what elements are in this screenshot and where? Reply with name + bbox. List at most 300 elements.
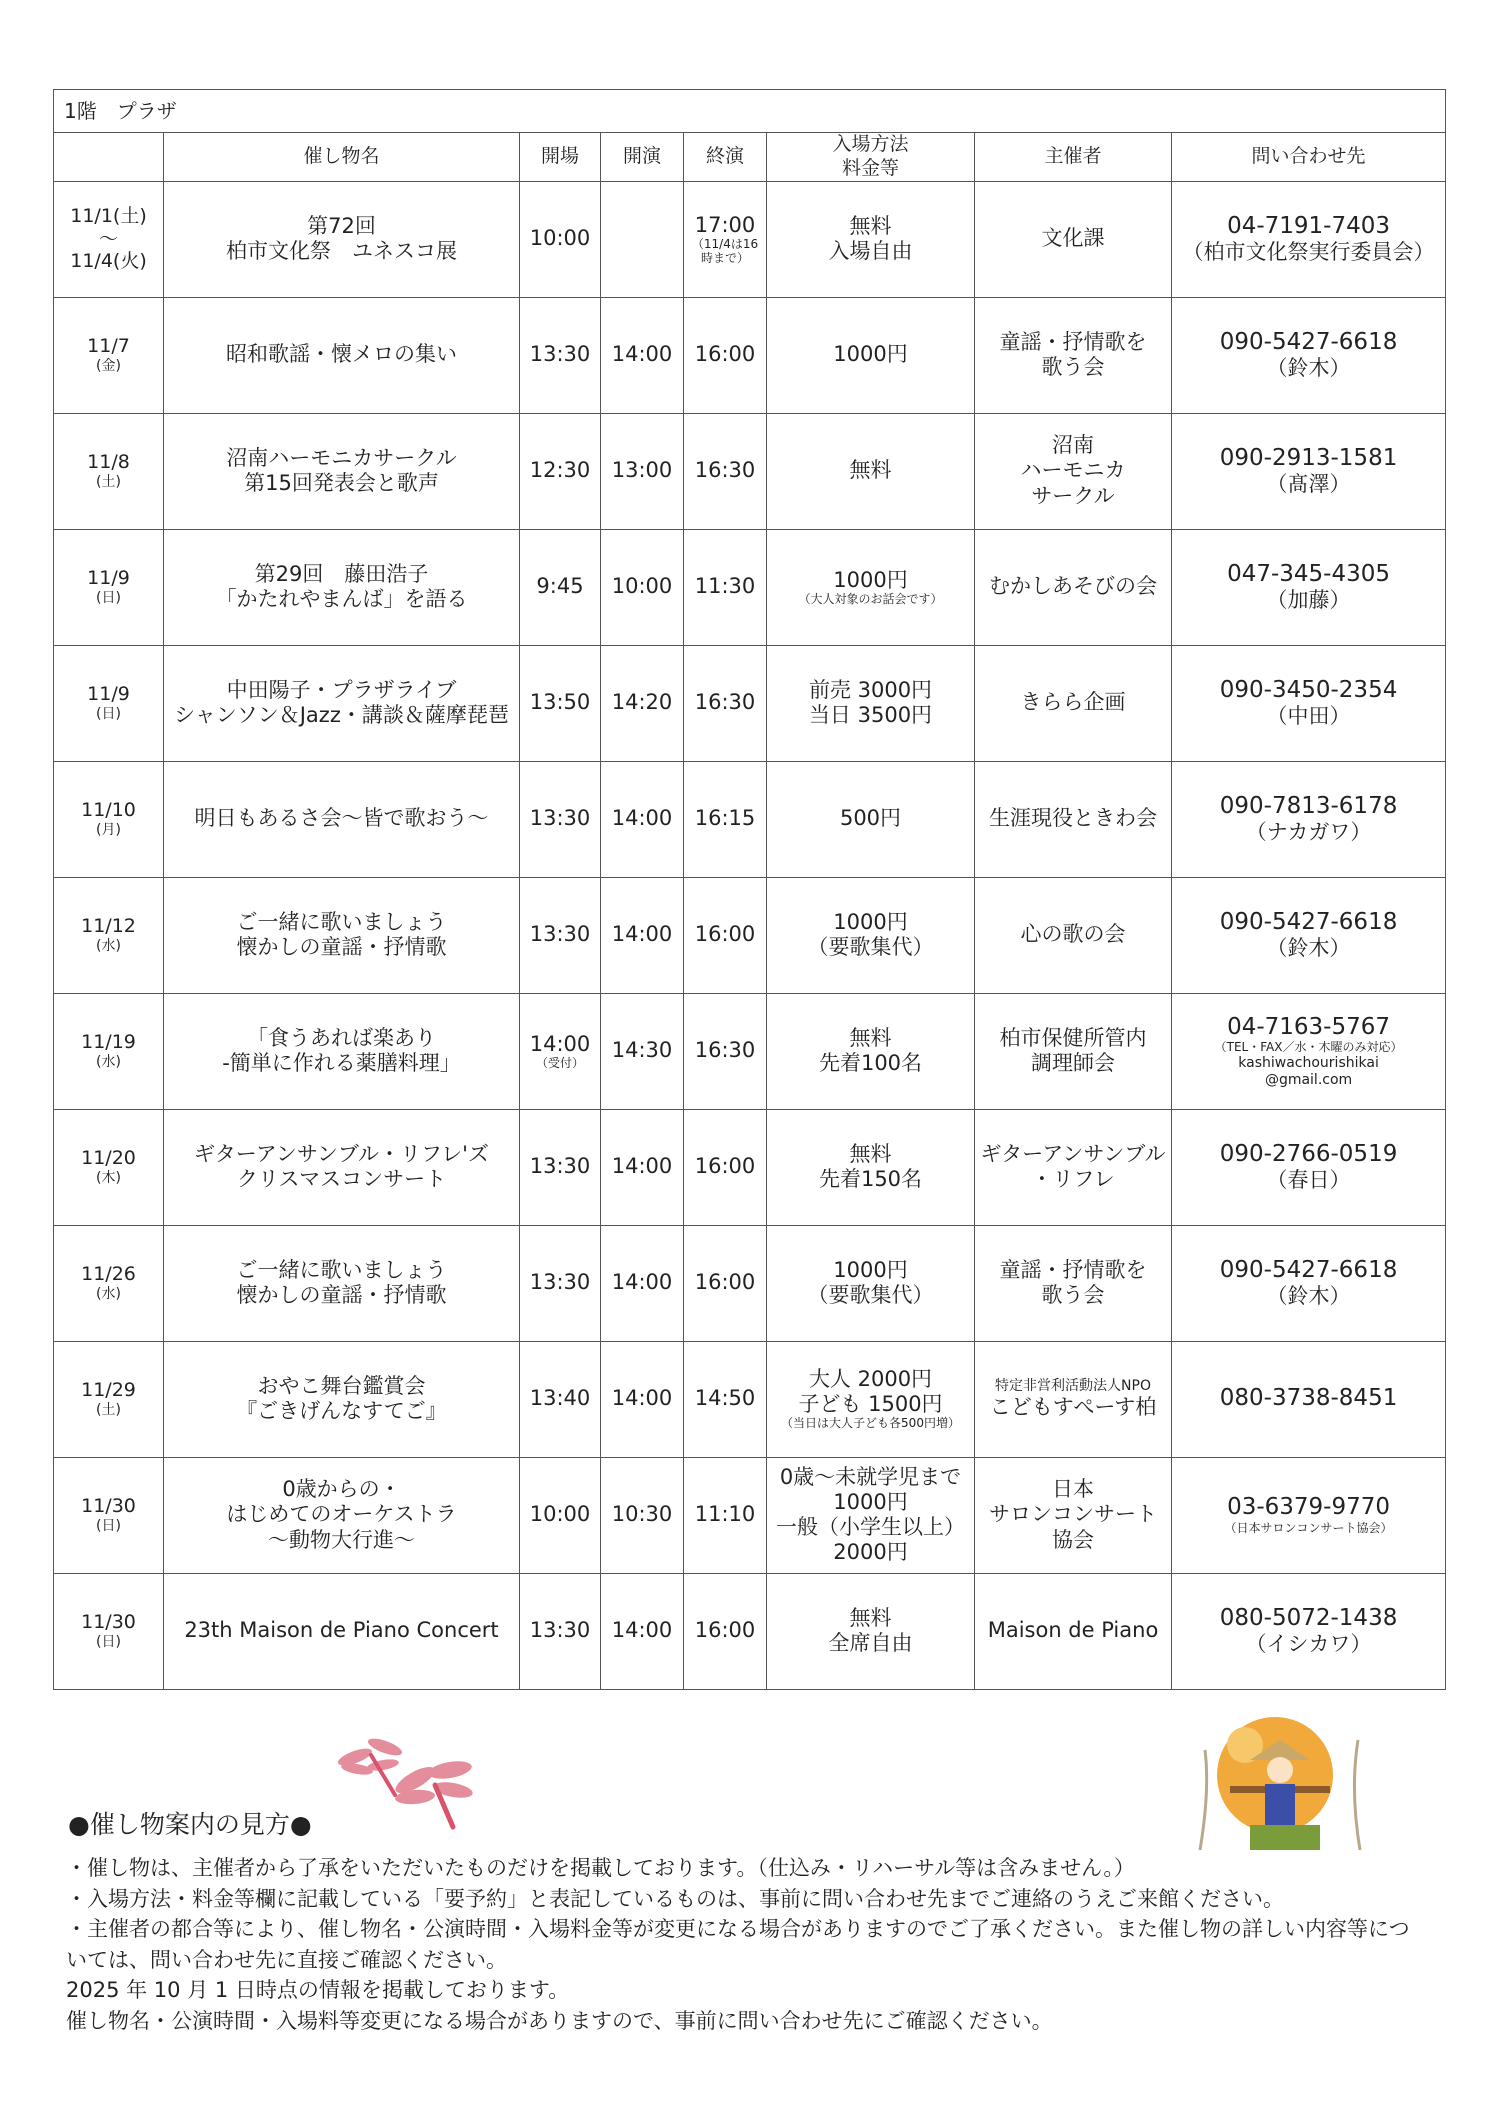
cell-line: 12:30 — [529, 458, 591, 483]
end-time-cell — [684, 1573, 767, 1689]
cell-line: おやこ舞台鑑賞会 — [257, 1373, 426, 1398]
table-row — [54, 297, 1446, 413]
event-title-cell — [164, 181, 520, 297]
open-time-cell — [520, 529, 601, 645]
end-time: 16:00 — [694, 922, 756, 947]
cell-line: ギターアンサンブル・リフレ'ズ — [194, 1141, 489, 1166]
start-time-cell — [601, 1573, 684, 1689]
table-row — [54, 413, 1446, 529]
start-time: 14:30 — [611, 1038, 673, 1063]
start-time-cell — [601, 1225, 684, 1341]
cell-line: 文化課 — [1041, 226, 1105, 251]
start-time-cell — [601, 645, 684, 761]
header-start: 開演 — [601, 133, 684, 182]
contact-phone: 047-345-4305 — [1227, 560, 1391, 587]
cell-line: 第72回 — [307, 213, 376, 238]
contact-cell — [1172, 1341, 1446, 1457]
cell-line: 13:30 — [529, 1154, 591, 1179]
cell-line: シャンソン＆Jazz・講談＆薩摩琵琶 — [174, 703, 509, 727]
event-title-cell — [164, 1341, 520, 1457]
date-cell — [54, 1341, 164, 1457]
date-line: 11/30 — [81, 1495, 136, 1518]
contact-phone: 080-3738-8451 — [1219, 1385, 1398, 1412]
contact-cell — [1172, 993, 1446, 1109]
cell-line: ・リフレ — [1031, 1167, 1115, 1191]
cell-line: 童謡・抒情歌を — [999, 329, 1147, 354]
date-line: 11/9 — [87, 683, 130, 706]
cell-line: サロンコンサート — [989, 1502, 1157, 1527]
contact-cell — [1172, 1457, 1446, 1573]
date-line: 11/8 — [87, 451, 130, 474]
table-row — [54, 529, 1446, 645]
end-time-cell — [684, 413, 767, 529]
date-line: (水) — [96, 1054, 121, 1070]
date-line: 11/29 — [81, 1379, 136, 1402]
end-time-cell — [684, 1109, 767, 1225]
cell-line: 13:30 — [529, 1270, 591, 1295]
cell-line: 1000円 — [833, 909, 908, 934]
cell-line: 協会 — [1052, 1527, 1094, 1552]
header-admission-line2: 料金等 — [841, 156, 899, 179]
cell-note: （受付） — [535, 1055, 584, 1070]
contact-name: （柏市文化祭実行委員会） — [1182, 240, 1435, 265]
cell-line: はじめてのオーケストラ — [226, 1502, 457, 1527]
cell-note: （日本サロンコンサート協会） — [1224, 1520, 1393, 1535]
open-time-cell — [520, 877, 601, 993]
date-cell — [54, 1225, 164, 1341]
cell-note: （TEL・FAX／水・木曜のみ対応） — [1214, 1040, 1403, 1055]
organizer-cell — [975, 529, 1172, 645]
admission-cell — [767, 529, 975, 645]
date-line: (日) — [96, 1518, 121, 1534]
date-line: (日) — [96, 590, 121, 606]
cell-line: 9:45 — [536, 574, 584, 599]
contact-name: （ナカガワ） — [1245, 820, 1372, 845]
cell-line: 13:30 — [529, 342, 591, 367]
contact-phone: 090-5427-6618 — [1219, 908, 1398, 935]
date-line: (土) — [96, 474, 121, 490]
contact-phone: 090-5427-6618 — [1219, 1256, 1398, 1283]
date-line: (月) — [96, 822, 121, 838]
open-time-cell — [520, 297, 601, 413]
cell-line: （要歌集代） — [807, 1283, 934, 1307]
start-time: 14:00 — [611, 1618, 673, 1643]
end-time: 14:50 — [694, 1386, 756, 1411]
table-row — [54, 993, 1446, 1109]
open-time-cell — [520, 413, 601, 529]
end-time-cell — [684, 1457, 767, 1573]
start-time: 14:00 — [611, 806, 673, 831]
cell-line: 無料 — [849, 1025, 892, 1050]
date-cell — [54, 1573, 164, 1689]
cell-line: 13:40 — [529, 1386, 591, 1411]
cell-note: （大人対象のお話会です） — [798, 591, 943, 606]
cell-line: 柏市保健所管内 — [999, 1025, 1147, 1050]
contact-name: （中田） — [1266, 704, 1351, 729]
organizer-cell — [975, 1573, 1172, 1689]
end-time: 17:00 — [694, 212, 756, 237]
date-cell — [54, 877, 164, 993]
end-time-cell — [684, 1225, 767, 1341]
cell-line: ハーモニカ — [1020, 458, 1126, 483]
cell-line: 心の歌の会 — [1020, 922, 1126, 947]
header-open: 開場 — [520, 133, 601, 182]
contact-cell — [1172, 877, 1446, 993]
howto-title: ●催し物案内の見方● — [68, 1810, 312, 1839]
open-time-cell — [520, 1109, 601, 1225]
cell-line: 2000円 — [833, 1540, 908, 1565]
start-time-cell — [601, 1457, 684, 1573]
admission-cell — [767, 761, 975, 877]
organizer-cell — [975, 645, 1172, 761]
date-line: (木) — [96, 1170, 121, 1186]
end-time: 16:30 — [694, 690, 756, 715]
end-time: 16:00 — [694, 1618, 756, 1643]
cell-line: 全席自由 — [828, 1631, 913, 1655]
contact-phone: 04-7163-5767 — [1227, 1013, 1391, 1040]
admission-cell — [767, 181, 975, 297]
date-line: (水) — [96, 1286, 121, 1302]
organizer-cell — [975, 1225, 1172, 1341]
contact-cell — [1172, 1573, 1446, 1689]
open-time-cell — [520, 1225, 601, 1341]
end-time: 11:10 — [694, 1502, 756, 1527]
note-line: 催し物名・公演時間・入場料等変更になる場合がありますので、事前に問い合わせ先にご確認ください。 — [66, 2008, 1053, 2033]
event-title-cell — [164, 1457, 520, 1573]
date-cell — [54, 413, 164, 529]
admission-cell — [767, 1341, 975, 1457]
note-line: 2025 年 10 月 1 日時点の情報を掲載しております。 — [66, 1978, 570, 2002]
start-time: 10:30 — [611, 1502, 673, 1527]
start-time: 14:00 — [611, 1386, 673, 1411]
header-date — [54, 133, 164, 182]
table-row — [54, 761, 1446, 877]
date-line: 11/20 — [81, 1147, 136, 1170]
cell-note: （11/4は16時まで） — [691, 236, 759, 265]
cell-line: 13:50 — [529, 690, 591, 715]
cell-line: きらら企画 — [1020, 690, 1126, 715]
note-line: ・主催者の都合等により、催し物名・公演時間・入場料金等が変更になる場合がありますのでご了承ください。また催し物の詳しい内容等については、問い合わせ先に直接ご確認ください。 — [66, 1917, 1410, 1972]
organizer-cell — [975, 761, 1172, 877]
contact-name: （鈴木） — [1266, 1284, 1351, 1309]
contact-cell — [1172, 761, 1446, 877]
end-time-cell — [684, 297, 767, 413]
start-time-cell — [601, 413, 684, 529]
start-time-cell — [601, 1109, 684, 1225]
cell-line: -簡単に作れる薬膳料理」 — [222, 1051, 461, 1075]
admission-cell — [767, 1109, 975, 1225]
cell-line: むかしあそびの会 — [989, 574, 1157, 599]
organizer-cell — [975, 877, 1172, 993]
header-organizer: 主催者 — [975, 133, 1172, 182]
contact-phone: 090-2913-1581 — [1219, 444, 1398, 471]
contact-phone: 04-7191-7403 — [1227, 212, 1391, 239]
event-title-cell — [164, 1109, 520, 1225]
start-time: 14:00 — [611, 342, 673, 367]
open-time-cell — [520, 181, 601, 297]
cell-line: サークル — [1031, 483, 1115, 508]
cell-line: 大人 2000円 — [808, 1366, 933, 1391]
contact-name: （髙澤） — [1266, 472, 1351, 497]
contact-cell — [1172, 529, 1446, 645]
note-line: ・入場方法・料金等欄に記載している「要予約」と表記しているものは、事前に問い合わせ先までご連絡のうえご来館ください。 — [66, 1886, 1284, 1911]
open-time-cell — [520, 993, 601, 1109]
cell-line: 歌う会 — [1041, 1283, 1105, 1307]
start-time-cell — [601, 297, 684, 413]
start-time-cell — [601, 529, 684, 645]
date-line: 11/4(火) — [70, 250, 147, 273]
date-cell — [54, 1109, 164, 1225]
contact-cell — [1172, 297, 1446, 413]
dragonfly-icon — [335, 1735, 475, 1835]
start-time-cell — [601, 181, 684, 297]
cell-line: 1000円 — [833, 567, 908, 592]
cell-line: 第15回発表会と歌声 — [244, 471, 439, 495]
end-time: 16:15 — [694, 806, 756, 831]
end-time-cell — [684, 877, 767, 993]
contact-name: （加藤） — [1266, 588, 1351, 613]
cell-line: 1000円 — [833, 1489, 908, 1514]
table-row — [54, 181, 1446, 297]
end-time: 16:00 — [694, 1270, 756, 1295]
event-title-cell — [164, 1573, 520, 1689]
event-title-cell — [164, 877, 520, 993]
cell-line: 1000円 — [833, 342, 908, 367]
start-time: 10:00 — [611, 574, 673, 599]
contact-cell — [1172, 645, 1446, 761]
note-line: ・催し物は、主催者から了承をいただいたものだけを掲載しております。（仕込み・リハーサル等は含みません。） — [66, 1856, 1135, 1880]
cell-line: ご一緒に歌いましょう — [236, 1257, 447, 1282]
end-time: 16:00 — [694, 1154, 756, 1179]
contact-cell — [1172, 1225, 1446, 1341]
date-line: 11/30 — [81, 1611, 136, 1634]
date-cell — [54, 993, 164, 1109]
admission-cell — [767, 297, 975, 413]
contact-cell — [1172, 1109, 1446, 1225]
cell-line: 先着100名 — [818, 1051, 923, 1075]
cell-line: 歌う会 — [1041, 355, 1105, 379]
contact-phone: 090-7813-6178 — [1219, 792, 1398, 819]
cell-line: 0歳～未就学児まで — [779, 1464, 962, 1489]
cell-line: 子ども 1500円 — [798, 1392, 943, 1417]
cell-line: 第29回 藤田浩子 — [254, 561, 429, 586]
event-title-cell — [164, 761, 520, 877]
cell-line: 「かたれやまんば」を語る — [215, 587, 468, 611]
date-line: 11/19 — [81, 1031, 136, 1054]
date-line: 11/26 — [81, 1263, 136, 1286]
end-time-cell — [684, 529, 767, 645]
cell-line: 先着150名 — [818, 1167, 923, 1191]
date-cell — [54, 529, 164, 645]
end-time-cell — [684, 645, 767, 761]
contact-name: （春日） — [1266, 1168, 1351, 1193]
cell-line: ～動物大行進～ — [268, 1527, 415, 1552]
event-schedule-table — [53, 89, 1446, 1690]
organizer-cell — [975, 413, 1172, 529]
cell-line: 調理師会 — [1031, 1051, 1115, 1075]
date-cell — [54, 181, 164, 297]
admission-cell — [767, 1573, 975, 1689]
cell-line: 明日もあるさ会～皆で歌おう～ — [194, 806, 489, 831]
open-time-cell — [520, 1341, 601, 1457]
cell-line: 入場自由 — [828, 239, 913, 263]
start-time: 14:20 — [611, 690, 673, 715]
cell-line: 無料 — [849, 458, 892, 483]
end-time: 11:30 — [694, 574, 756, 599]
cell-note: （当日は大人子ども各500円増） — [781, 1416, 960, 1431]
date-line: (金) — [96, 358, 121, 374]
cell-line: 500円 — [839, 806, 902, 831]
admission-cell — [767, 1457, 975, 1573]
cell-line: 日本 — [1052, 1477, 1094, 1502]
cell-line: ギターアンサンブル — [980, 1141, 1166, 1166]
cell-note: 特定非営利活動法人NPO — [995, 1378, 1151, 1394]
date-line: (日) — [96, 1634, 121, 1650]
table-row — [54, 1225, 1446, 1341]
cell-line: 沼南 — [1052, 433, 1094, 458]
start-time-cell — [601, 877, 684, 993]
organizer-cell — [975, 1457, 1172, 1573]
cell-line: 中田陽子・プラザライブ — [226, 677, 457, 702]
cell-line: 懐かしの童謡・抒情歌 — [236, 935, 447, 959]
cell-line: @gmail.com — [1264, 1071, 1353, 1088]
cell-line: 13:30 — [529, 1618, 591, 1643]
cell-line: 10:00 — [529, 1502, 591, 1527]
date-line: (日) — [96, 706, 121, 722]
event-title-cell — [164, 993, 520, 1109]
event-title-cell — [164, 413, 520, 529]
cell-line: 沼南ハーモニカサークル — [226, 445, 457, 470]
end-time-cell — [684, 993, 767, 1109]
open-time-cell — [520, 1573, 601, 1689]
contact-phone: 090-2766-0519 — [1219, 1140, 1398, 1167]
header-row — [54, 133, 1446, 182]
cell-line: 無料 — [849, 1605, 892, 1630]
table-row — [54, 1341, 1446, 1457]
end-time-cell — [684, 761, 767, 877]
cell-line: kashiwachourishikai — [1238, 1054, 1379, 1071]
contact-phone: 090-5427-6618 — [1219, 328, 1398, 355]
contact-phone: 090-3450-2354 — [1219, 676, 1398, 703]
end-time-cell — [684, 1341, 767, 1457]
date-line: 11/12 — [81, 915, 136, 938]
end-time: 16:30 — [694, 458, 756, 483]
date-line: 11/10 — [81, 799, 136, 822]
admission-cell — [767, 1225, 975, 1341]
cell-line: 童謡・抒情歌を — [999, 1257, 1147, 1282]
start-time-cell — [601, 761, 684, 877]
start-time: 14:00 — [611, 922, 673, 947]
date-cell — [54, 761, 164, 877]
cell-line: 無料 — [849, 1141, 892, 1166]
start-time-cell — [601, 1341, 684, 1457]
cell-line: 生涯現役ときわ会 — [989, 806, 1157, 831]
cell-line: 『ごきげんなすてご』 — [236, 1399, 447, 1423]
table-row — [54, 877, 1446, 993]
open-time-cell — [520, 645, 601, 761]
cell-line: 前売 3000円 — [808, 677, 933, 702]
cell-line: クリスマスコンサート — [236, 1167, 447, 1191]
table-row — [54, 1573, 1446, 1689]
admission-cell — [767, 877, 975, 993]
open-time-cell — [520, 1457, 601, 1573]
cell-line: 懐かしの童謡・抒情歌 — [236, 1283, 447, 1307]
contact-cell — [1172, 413, 1446, 529]
cell-line: 当日 3500円 — [808, 703, 933, 727]
cell-line: 13:30 — [529, 922, 591, 947]
open-time-cell — [520, 761, 601, 877]
end-time: 16:00 — [694, 342, 756, 367]
start-time: 14:00 — [611, 1154, 673, 1179]
date-line: 11/7 — [87, 335, 130, 358]
event-title-cell — [164, 645, 520, 761]
cell-line: 23th Maison de Piano Concert — [184, 1618, 499, 1643]
cell-line: 0歳からの・ — [282, 1477, 401, 1502]
contact-name: （イシカワ） — [1245, 1632, 1372, 1657]
event-title-cell — [164, 529, 520, 645]
start-time: 14:00 — [611, 1270, 673, 1295]
cell-line: （要歌集代） — [807, 935, 934, 959]
contact-name: （鈴木） — [1266, 936, 1351, 961]
notes-section — [66, 1853, 1426, 2036]
date-cell — [54, 645, 164, 761]
organizer-cell — [975, 181, 1172, 297]
end-time: 16:30 — [694, 1038, 756, 1063]
cell-line: 「食うあれば楽あり — [247, 1025, 436, 1050]
organizer-cell — [975, 993, 1172, 1109]
organizer-cell — [975, 1341, 1172, 1457]
contact-phone: 080-5072-1438 — [1219, 1604, 1398, 1631]
header-end: 終演 — [684, 133, 767, 182]
cell-line: 一般（小学生以上） — [776, 1515, 965, 1539]
date-line: 11/9 — [87, 567, 130, 590]
date-cell — [54, 297, 164, 413]
date-line: 11/1(土) — [70, 204, 147, 227]
start-time: 13:00 — [611, 458, 673, 483]
event-title-cell — [164, 1225, 520, 1341]
header-admission-line1: 入場方法 — [832, 133, 909, 155]
cell-line: 14:00 — [529, 1031, 591, 1056]
admission-cell — [767, 645, 975, 761]
scarecrow-icon — [1190, 1700, 1370, 1850]
header-contact: 問い合わせ先 — [1172, 133, 1446, 182]
organizer-cell — [975, 297, 1172, 413]
cell-line: 昭和歌謡・懐メロの集い — [226, 342, 457, 367]
date-line: ～ — [98, 227, 118, 250]
cell-line: 1000円 — [833, 1257, 908, 1282]
cell-line: 柏市文化祭 ユネスコ展 — [226, 239, 457, 263]
event-title-cell — [164, 297, 520, 413]
cell-line: 10:00 — [529, 226, 591, 251]
date-line: (土) — [96, 1402, 121, 1418]
organizer-cell — [975, 1109, 1172, 1225]
cell-line: ご一緒に歌いましょう — [236, 909, 447, 934]
table-row — [54, 1109, 1446, 1225]
header-admission — [767, 133, 975, 182]
contact-cell — [1172, 181, 1446, 297]
cell-line: 無料 — [849, 213, 892, 238]
contact-name: （鈴木） — [1266, 356, 1351, 381]
table-row — [54, 645, 1446, 761]
header-event: 催し物名 — [164, 133, 520, 182]
contact-phone: 03-6379-9770 — [1227, 1494, 1391, 1521]
cell-line: Maison de Piano — [987, 1618, 1159, 1643]
cell-line: こどもすぺーす柏 — [989, 1394, 1157, 1419]
cell-line: 13:30 — [529, 806, 591, 831]
admission-cell — [767, 413, 975, 529]
venue-title: 1階 プラザ — [54, 90, 1446, 133]
table-row — [54, 1457, 1446, 1573]
